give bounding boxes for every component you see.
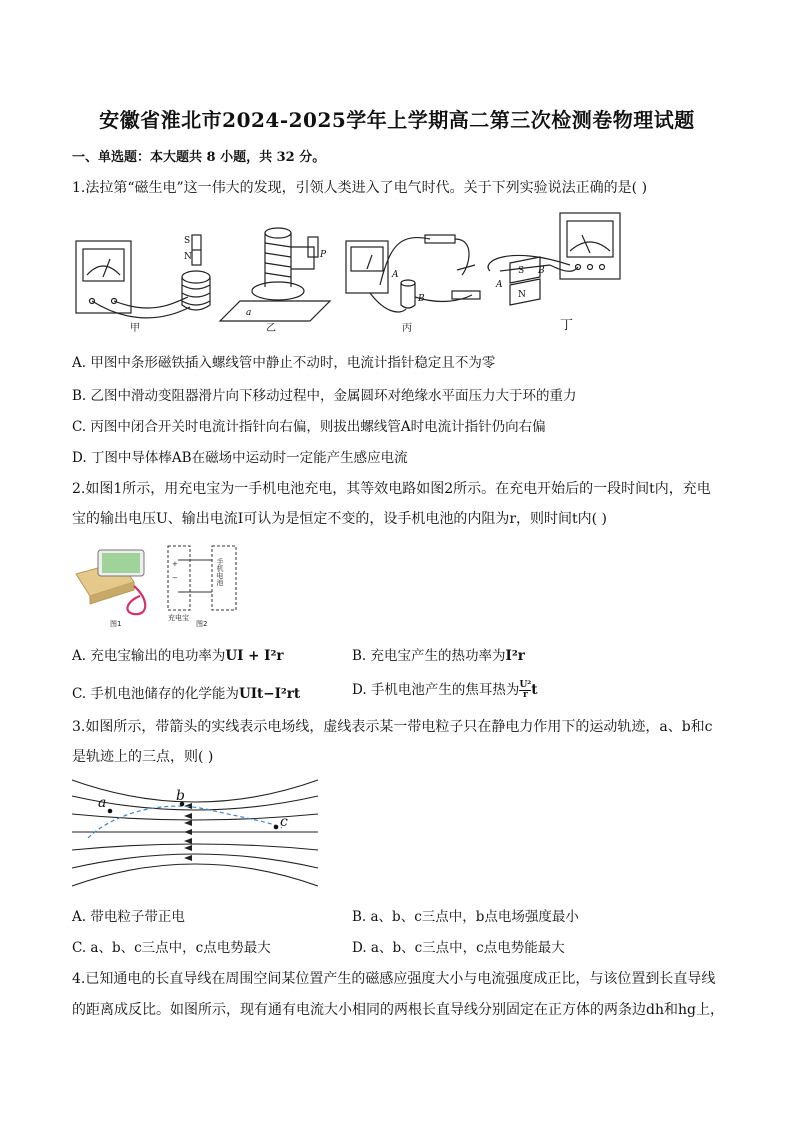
q1-label-P: P <box>320 250 327 260</box>
page-title: 安徽省淮北市2024-2025学年上学期高二第三次检测卷物理试题 <box>99 108 695 132</box>
q2-minus: − <box>172 574 178 582</box>
q3-point-b: b <box>176 788 185 804</box>
q2-option-d <box>352 678 537 700</box>
q3-field-figure <box>70 776 320 894</box>
q1-label-N2: N <box>518 290 526 300</box>
q3-stem-line2: 是轨迹上的三点，则( ) <box>72 749 214 765</box>
q3-point-a: a <box>98 795 107 811</box>
q2-option-b-text: B. 充电宝产生的热功率为 <box>352 648 506 664</box>
q4-stem-line1: 4.已知通电的长直导线在周围空间某位置产生的磁感应强度大小与电流强度成正比，与该位置到长直导线 <box>72 971 716 987</box>
q2-option-d-tail: t <box>531 682 538 698</box>
q2-option-d-den: r <box>519 690 531 700</box>
q1-option-a: A. 甲图中条形磁铁插入螺线管中静止不动时，电流计指针稳定且不为零 <box>72 355 496 371</box>
q2-option-a-text: A. 充电宝输出的电功率为 <box>72 648 226 664</box>
q2-stem-line1: 2.如图1所示，用充电宝为一手机电池充电，其等效电路如图2所示。在充电开始后的一段时间t内，充电 <box>72 481 711 497</box>
q4-stem-line2: 的距离成反比。如图所示，现有通有电流大小相同的两根长直导线分别固定在正方体的两条边dh和hg上， <box>72 1002 724 1018</box>
q1-option-b: B. 乙图中滑动变阻器滑片向下移动过程中，金属圆环对绝缘水平面压力大于环的重力 <box>72 388 577 404</box>
q3-option-c: C. a、b、c三点中，c点电势最大 <box>72 940 271 956</box>
q2-option-c <box>72 682 300 702</box>
q2-option-d-num: U² <box>519 680 532 690</box>
q2-fig1-label: 图1 <box>110 620 122 628</box>
q2-option-b <box>352 644 525 664</box>
q1-label-N: N <box>184 252 192 262</box>
q1-caption-ding: 丁 <box>560 318 574 333</box>
q3-point-c: c <box>280 814 288 830</box>
q1-caption-bing: 丙 <box>402 323 412 334</box>
q2-option-d-text: D. 手机电池产生的焦耳热为 <box>352 682 520 698</box>
q1-label-S2: S <box>518 266 525 276</box>
q1-caption-jia: 甲 <box>130 323 140 334</box>
section-heading: 一、单选题：本大题共 8 小题，共 32 分。 <box>72 150 326 165</box>
q1-label-a: a <box>246 308 252 318</box>
q2-option-c-formula: UIt−I²rt <box>238 686 301 702</box>
q2-option-d-fraction <box>519 681 531 700</box>
q2-bank-label: 充电宝 <box>168 614 189 622</box>
q2-option-c-text: C. 手机电池储存的化学能为 <box>72 686 239 702</box>
q2-figure <box>70 540 250 632</box>
q1-label-B2: B <box>538 266 545 276</box>
q3-stem-line1: 3.如图所示，带箭头的实线表示电场线，虚线表示某一带电粒子只在静电力作用下的运动轨迹，a、b和c <box>72 719 713 735</box>
q2-option-a <box>72 644 283 664</box>
q1-label-S: S <box>184 236 191 246</box>
q1-label-B: B <box>418 294 425 304</box>
q2-fig2-label: 图2 <box>196 620 208 628</box>
q1-caption-yi: 乙 <box>266 323 276 334</box>
q1-label-A2: A <box>496 280 503 290</box>
q3-option-a: A. 带电粒子带正电 <box>72 909 185 925</box>
q1-option-d: D. 丁图中导体棒AB在磁场中运动时一定能产生感应电流 <box>72 450 408 466</box>
q1-label-A: A <box>392 270 399 280</box>
q1-option-c: C. 丙图中闭合开关时电流计指针向右偏，则拔出螺线管A时电流计指针仍向右偏 <box>72 419 546 435</box>
q2-option-b-formula: I²r <box>505 648 525 664</box>
q3-option-d: D. a、b、c三点中，c点电势能最大 <box>352 940 565 956</box>
q2-option-a-formula: UI + I²r <box>225 648 284 664</box>
q1-figure <box>70 205 640 335</box>
q2-stem-line2: 宝的输出电压U、输出电流I可认为是恒定不变的，设手机电池的内阻为r，则时间t内( ) <box>72 511 608 527</box>
q3-option-b: B. a、b、c三点中，b点电场强度最小 <box>352 909 579 925</box>
q1-stem: 1.法拉第“磁生电”这一伟大的发现，引领人类进入了电气时代。关于下列实验说法正确的是( ) <box>72 180 648 196</box>
q2-plus: + <box>172 560 178 568</box>
q2-phone-label: 手机电池 <box>216 558 224 586</box>
